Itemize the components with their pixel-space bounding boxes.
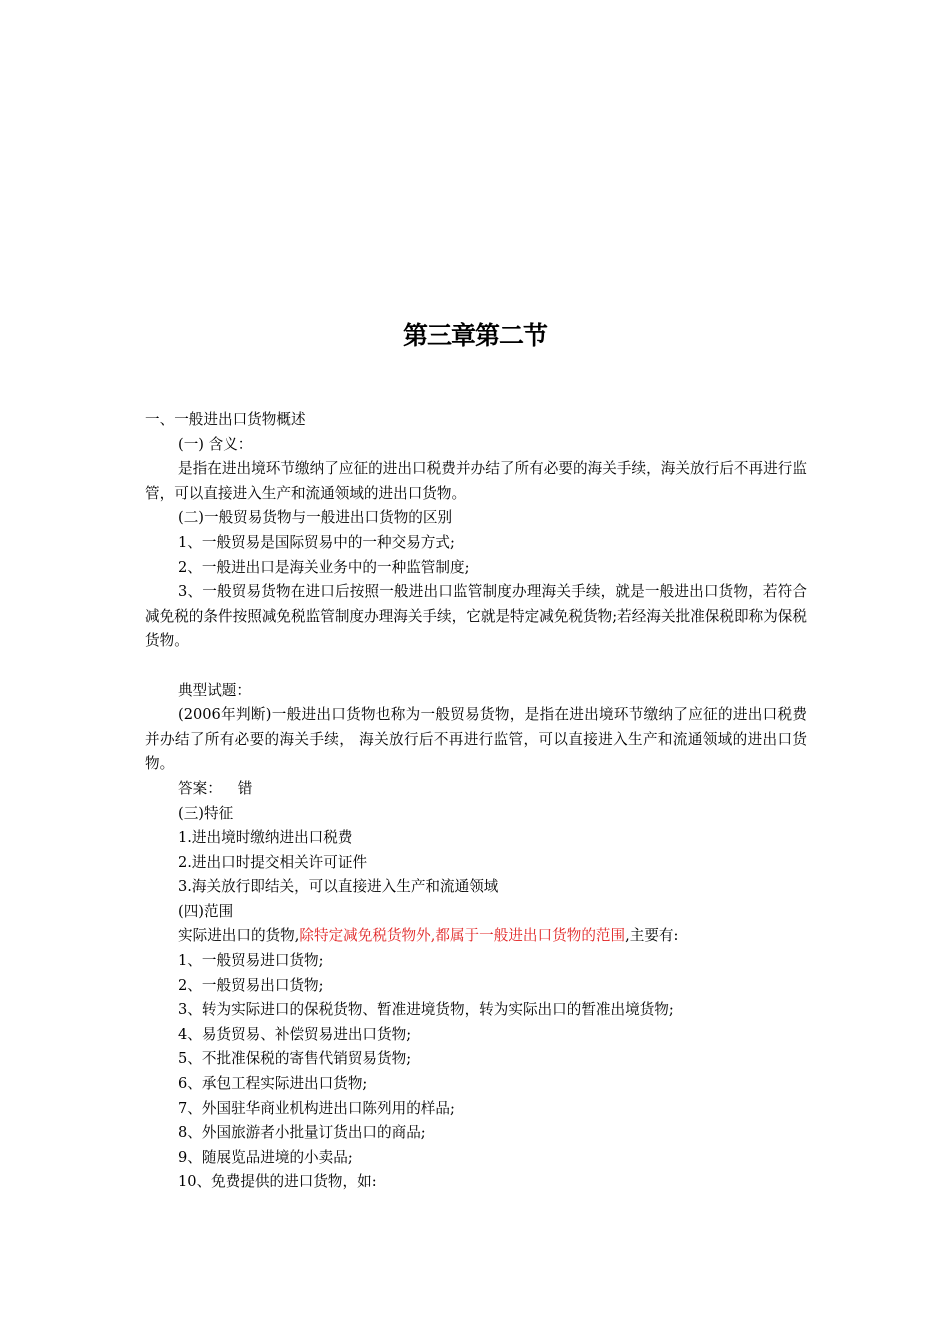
section-4-intro-highlight: 除特定减免税货物外,都属于一般进出口货物的范围	[299, 927, 626, 945]
example-paragraph: (2006年判断)一般进出口货物也称为一般贸易货物，是指在进出境环节缴纳了应征的进出口税费并办结了所有必要的海关手续， 海关放行后不再进行监管，可以直接进入生产和流通领域的进出口货物。	[145, 706, 807, 773]
section-1-label: (一) 含义：	[178, 435, 253, 453]
section-4-item-1: 1、一般贸易进口货物;	[178, 952, 324, 970]
blank-line	[145, 654, 807, 679]
section-2-item-1: 1、一般贸易是国际贸易中的一种交易方式;	[178, 533, 455, 551]
section-4-item-7: 7、外国驻华商业机构进出口陈列用的样品;	[178, 1099, 455, 1117]
section-4-label: (四)范围	[178, 902, 234, 920]
section-3-label: (三)特征	[178, 804, 234, 822]
section-4-item-5: 5、不批准保税的寄售代销贸易货物;	[178, 1050, 412, 1068]
section-4-item-6: 6、承包工程实际进出口货物;	[178, 1075, 368, 1093]
answer-line	[145, 777, 807, 802]
section-4-intro	[145, 924, 807, 949]
section-3-item-1: 1.进出境时缴纳进出口税费	[178, 829, 353, 847]
document-body	[145, 408, 807, 1195]
section-4-intro-end: ,主要有:	[625, 927, 679, 945]
section-4-item-10: 10、免费提供的进口货物，如:	[178, 1173, 377, 1191]
section-4-item-3: 3、转为实际进口的保税货物、暂准进境货物，转为实际出口的暂准出境货物;	[178, 1001, 674, 1019]
page-title: 第三章第二节	[402, 321, 547, 350]
section-4-item-2: 2、一般贸易出口货物;	[178, 976, 324, 994]
example-label: 典型试题：	[178, 681, 251, 699]
section-1-paragraph: 是指在进出境环节缴纳了应征的进出口税费并办结了所有必要的海关手续，海关放行后不再进行监管，可以直接进入生产和流通领域的进出口货物。	[145, 460, 807, 502]
section-4-intro-start: 实际进出口的货物,	[178, 927, 300, 945]
section-2-item-2: 2、一般进出口是海关业务中的一种监管制度;	[178, 558, 470, 576]
section-2-item-3: 3、一般贸易货物在进口后按照一般进出口监管制度办理海关手续，就是一般进出口货物，若符合减免税的条件按照减免税监管制度办理海关手续，它就是特定减免税货物;若经海关批准保税即称为保税货物。	[145, 583, 807, 650]
section-4-item-4: 4、易货贸易、补偿贸易进出口货物;	[178, 1025, 412, 1043]
section-3-item-2: 2.进出口时提交相关许可证件	[178, 853, 368, 871]
section-4-item-8: 8、外国旅游者小批量订货出口的商品;	[178, 1124, 426, 1142]
section-4-item-9: 9、随展览品进境的小卖品;	[178, 1148, 353, 1166]
section-3-item-3: 3.海关放行即结关，可以直接进入生产和流通领域	[178, 878, 499, 896]
answer-value: 错	[237, 779, 253, 797]
section-2-label: (二)一般贸易货物与一般进出口货物的区别	[178, 509, 453, 527]
heading-1: 一、一般进出口货物概述	[145, 411, 306, 428]
answer-label: 答案：	[178, 779, 222, 797]
